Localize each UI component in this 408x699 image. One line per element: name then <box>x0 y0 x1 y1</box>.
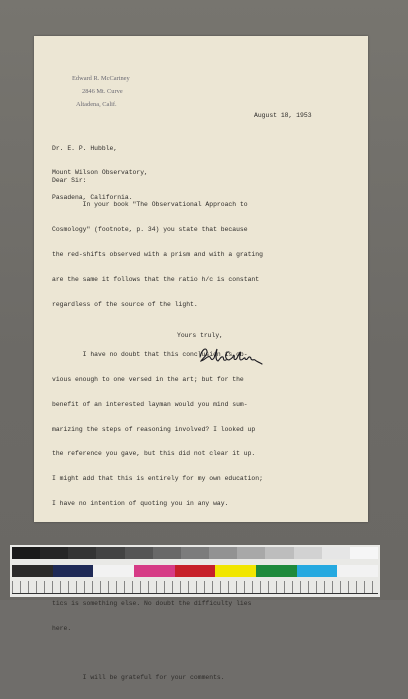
body-line <box>52 650 263 658</box>
body-line: benefit of an interested layman would you mind sum- <box>52 400 248 408</box>
color-patch <box>322 547 350 559</box>
body-line: tics is something else. No doubt the difficulty lies <box>52 599 252 607</box>
body-line: In your book "The Observational Approach to <box>52 201 248 209</box>
body-line: vious enough to one versed in the art; but for the <box>52 375 244 383</box>
body-line: the reference you gave, but this did not clear it up. <box>52 450 256 458</box>
color-patch <box>96 547 124 559</box>
color-patch <box>68 547 96 559</box>
body-line <box>52 326 263 334</box>
color-patch <box>215 565 256 577</box>
color-patch <box>125 547 153 559</box>
color-patch-row <box>12 565 378 577</box>
letter-page <box>34 36 368 682</box>
color-patch <box>265 547 293 559</box>
address-line: Dr. E. P. Hubble, <box>52 144 118 152</box>
letterhead-name: Edward R. McCartney <box>72 75 130 82</box>
body-line: here. <box>52 624 72 632</box>
color-patch <box>93 565 134 577</box>
body-line: I have no doubt that this conclusion is ob- <box>52 350 248 358</box>
color-patch <box>134 565 175 577</box>
color-patch <box>12 547 40 559</box>
body-line: Dear Sir: <box>52 176 87 184</box>
letter-date: August 18, 1953 <box>254 112 312 119</box>
address-line: Pasadena, California. <box>52 194 133 202</box>
color-patch <box>12 565 53 577</box>
address-line: Mount Wilson Observatory, <box>52 169 148 177</box>
color-patch <box>297 565 338 577</box>
ruler-baseline <box>12 593 378 594</box>
body-line: I might add that this is entirely for my own education; <box>52 475 263 483</box>
letterhead <box>72 72 162 111</box>
color-patch <box>337 565 378 577</box>
color-patch <box>175 565 216 577</box>
letterhead-city: Altadena, Calif. <box>76 101 117 108</box>
color-patch <box>256 565 297 577</box>
color-patch <box>237 547 265 559</box>
body-line: are the same it follows that the ratio h/c is constant <box>52 276 260 284</box>
body-line: I have no intention of quoting you in any way. <box>52 500 229 508</box>
color-patch <box>181 547 209 559</box>
body-line: the red-shifts observed with a prism and with a grating <box>52 251 263 259</box>
color-patch <box>350 547 378 559</box>
body-line: marizing the steps of reasoning involved? I looked up <box>52 425 256 433</box>
letterhead-street: 2846 Mt. Curve <box>82 88 123 95</box>
body-line <box>52 525 263 533</box>
body-line: Cosmology" (footnote, p. 34) you state that because <box>52 226 248 234</box>
closing: Yours truly, <box>177 332 224 339</box>
body-line: I will be grateful for your comments. <box>52 674 225 682</box>
color-patch <box>153 547 181 559</box>
color-patch <box>294 547 322 559</box>
letter-body <box>52 160 263 699</box>
grayscale-patch-row <box>12 547 378 559</box>
color-patch <box>209 547 237 559</box>
body-line: regardless of the source of the light. <box>52 301 198 309</box>
color-patch <box>53 565 94 577</box>
color-calibration-strip <box>10 545 380 597</box>
ruler-ticks <box>12 581 378 593</box>
handwritten-signature <box>196 341 266 367</box>
color-patch <box>40 547 68 559</box>
